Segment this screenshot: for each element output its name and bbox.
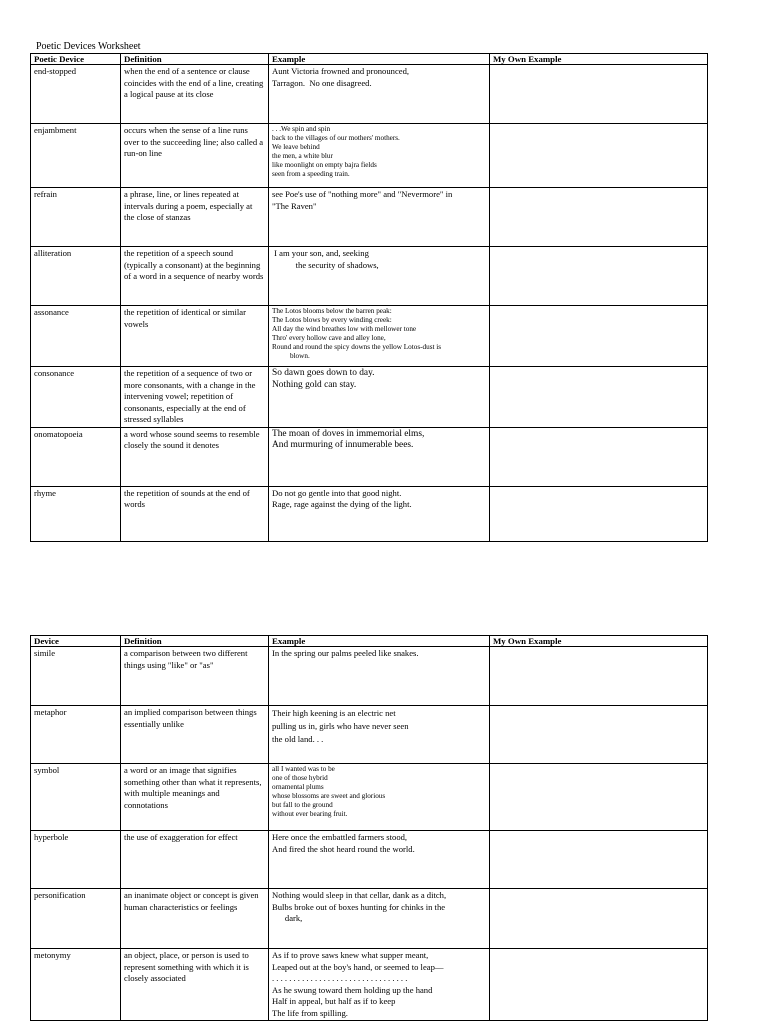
own-example-cell[interactable] [490,949,708,1021]
example-cell: Their high keening is an electric net pulling us in, girls who have never seen the old land. . . [269,706,490,764]
table-row [31,306,708,367]
definition-cell: the repetition of a speech sound (typically a consonant) at the beginning of a word in a sequence of nearby words [121,247,269,306]
own-example-cell[interactable] [490,124,708,188]
definition-cell: a phrase, line, or lines repeated at intervals during a poem, especially at the close of stanzas [121,188,269,247]
header-example: Example [269,636,490,647]
own-example-cell[interactable] [490,427,708,486]
table-row [31,247,708,306]
own-example-cell[interactable] [490,65,708,124]
header-own-example: My Own Example [490,636,708,647]
table-row [31,65,708,124]
example-cell: The Lotos blooms below the barren peak: The Lotos blows by every winding creek: All day the wind breathes low with mellower tone Thro' every hollow cave and alley lone, Round and round the spicy downs the yellow Lotos-dust is blown. [269,306,490,367]
device-cell: metonymy [31,949,121,1021]
definition-cell: a word or an image that signifies something other than what it represents, with multiple meanings and connotations [121,764,269,831]
example-cell: Do not go gentle into that good night. Rage, rage against the dying of the light. [269,486,490,541]
device-cell: enjambment [31,124,121,188]
table-row [31,889,708,949]
definition-cell: a word whose sound seems to resemble closely the sound it denotes [121,427,269,486]
device-cell: assonance [31,306,121,367]
example-cell: Here once the embattled farmers stood, And fired the shot heard round the world. [269,831,490,889]
own-example-cell[interactable] [490,306,708,367]
definition-cell: when the end of a sentence or clause coincides with the end of a line, creating a logical pause at its close [121,65,269,124]
device-cell: personification [31,889,121,949]
header-device: Poetic Device [31,54,121,65]
device-cell: consonance [31,367,121,428]
header-definition: Definition [121,54,269,65]
example-cell: . . .We spin and spin back to the villages of our mothers' mothers. We leave behind the men, a white blur like moonlight on empty bajra fields seen from a speeding train. [269,124,490,188]
header-definition: Definition [121,636,269,647]
own-example-cell[interactable] [490,889,708,949]
example-cell: In the spring our palms peeled like snakes. [269,647,490,706]
definition-cell: an implied comparison between things essentially unlike [121,706,269,764]
device-cell: simile [31,647,121,706]
own-example-cell[interactable] [490,706,708,764]
device-cell: onomatopoeia [31,427,121,486]
example-cell: The moan of doves in immemorial elms, And murmuring of innumerable bees. [269,427,490,486]
table-row [31,647,708,706]
table-row [31,949,708,1021]
table-row [31,188,708,247]
example-cell: all I wanted was to be one of those hybrid ornamental plums whose blossoms are sweet and glorious but fall to the ground without ever bearing fruit. [269,764,490,831]
example-cell: Aunt Victoria frowned and pronounced, Tarragon. No one disagreed. [269,65,490,124]
own-example-cell[interactable] [490,831,708,889]
definition-cell: an inanimate object or concept is given human characteristics or feelings [121,889,269,949]
table-row [31,124,708,188]
table-row [31,764,708,831]
own-example-cell[interactable] [490,486,708,541]
table-row [31,427,708,486]
own-example-cell[interactable] [490,764,708,831]
definition-cell: occurs when the sense of a line runs over to the succeeding line; also called a run-on line [121,124,269,188]
device-cell: rhyme [31,486,121,541]
own-example-cell[interactable] [490,247,708,306]
figurative-devices-table [30,635,708,1021]
example-cell: Nothing would sleep in that cellar, dank as a ditch, Bulbs broke out of boxes hunting for chinks in the dark, [269,889,490,949]
table-header-row [31,54,708,65]
table-row [31,486,708,541]
definition-cell: an object, place, or person is used to represent something with which it is closely associated [121,949,269,1021]
poetic-devices-table [30,53,708,542]
own-example-cell[interactable] [490,188,708,247]
device-cell: refrain [31,188,121,247]
table-row [31,367,708,428]
device-cell: end-stopped [31,65,121,124]
device-cell: metaphor [31,706,121,764]
device-cell: symbol [31,764,121,831]
example-cell: I am your son, and, seeking the security of shadows, [269,247,490,306]
device-cell: alliteration [31,247,121,306]
table-row [31,831,708,889]
example-cell: see Poe's use of "nothing more" and "Nevermore" in "The Raven" [269,188,490,247]
example-cell: So dawn goes down to day. Nothing gold can stay. [269,367,490,428]
definition-cell: a comparison between two different things using "like" or "as" [121,647,269,706]
header-example: Example [269,54,490,65]
table-row [31,706,708,764]
definition-cell: the use of exaggeration for effect [121,831,269,889]
definition-cell: the repetition of a sequence of two or more consonants, with a change in the intervening vowel; repetition of consonants, especially at the end of stressed syllables [121,367,269,428]
header-device: Device [31,636,121,647]
worksheet-title: Poetic Devices Worksheet [36,41,141,52]
definition-cell: the repetition of sounds at the end of words [121,486,269,541]
own-example-cell[interactable] [490,647,708,706]
definition-cell: the repetition of identical or similar vowels [121,306,269,367]
table-header-row [31,636,708,647]
example-cell: As if to prove saws knew what supper meant, Leaped out at the boy's hand, or seemed to leap— . . . . . . . . . . . . . . . . . . . . . . . . . . . . . . . . As he swung toward them holding up the hand Half in appeal, but half as if to keep The life from spilling. [269,949,490,1021]
device-cell: hyperbole [31,831,121,889]
own-example-cell[interactable] [490,367,708,428]
header-own-example: My Own Example [490,54,708,65]
